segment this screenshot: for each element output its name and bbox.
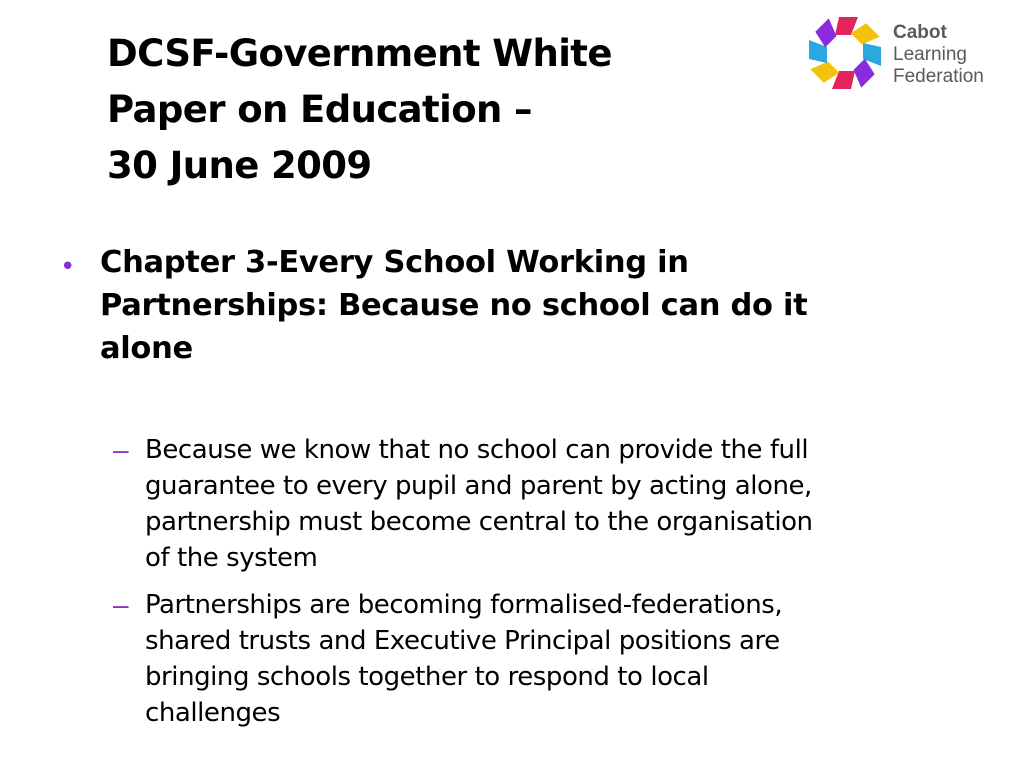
sub-bullet-line: of the system: [145, 543, 318, 573]
sub-bullet-line: partnership must become central to the organisation: [145, 507, 813, 537]
main-bullet-text: [100, 241, 960, 370]
logo-line: Cabot: [893, 22, 947, 43]
sub-bullet-text: [145, 587, 1005, 731]
sub-bullet-marker: –: [113, 589, 129, 620]
sub-bullet-line: challenges: [145, 698, 281, 728]
logo-line: Federation: [893, 66, 984, 87]
title-line: 30 June 2009: [107, 144, 372, 187]
pinwheel-logo-icon: [804, 12, 886, 94]
bullet-line: Partnerships: Because no school can do it: [100, 288, 808, 323]
sub-bullet-marker: –: [113, 434, 129, 465]
sub-bullet-line: shared trusts and Executive Principal positions are: [145, 626, 780, 656]
bullet-marker: •: [60, 252, 76, 282]
sub-bullet-line: Because we know that no school can provide the full: [145, 435, 809, 465]
title-line: DCSF-Government White: [107, 32, 612, 75]
sub-bullet-text: [145, 432, 1005, 576]
page-title: [107, 26, 747, 194]
sub-bullet-line: bringing schools together to respond to local: [145, 662, 709, 692]
cabot-learning-federation-logo: [804, 12, 1004, 94]
sub-bullet-line: Partnerships are becoming formalised-federations,: [145, 590, 783, 620]
title-line: Paper on Education –: [107, 88, 532, 131]
logo-line: Learning: [893, 44, 967, 65]
bullet-line: Chapter 3-Every School Working in: [100, 245, 689, 280]
sub-bullet-line: guarantee to every pupil and parent by acting alone,: [145, 471, 812, 501]
logo-wordmark: [893, 22, 984, 88]
bullet-line: alone: [100, 331, 193, 366]
